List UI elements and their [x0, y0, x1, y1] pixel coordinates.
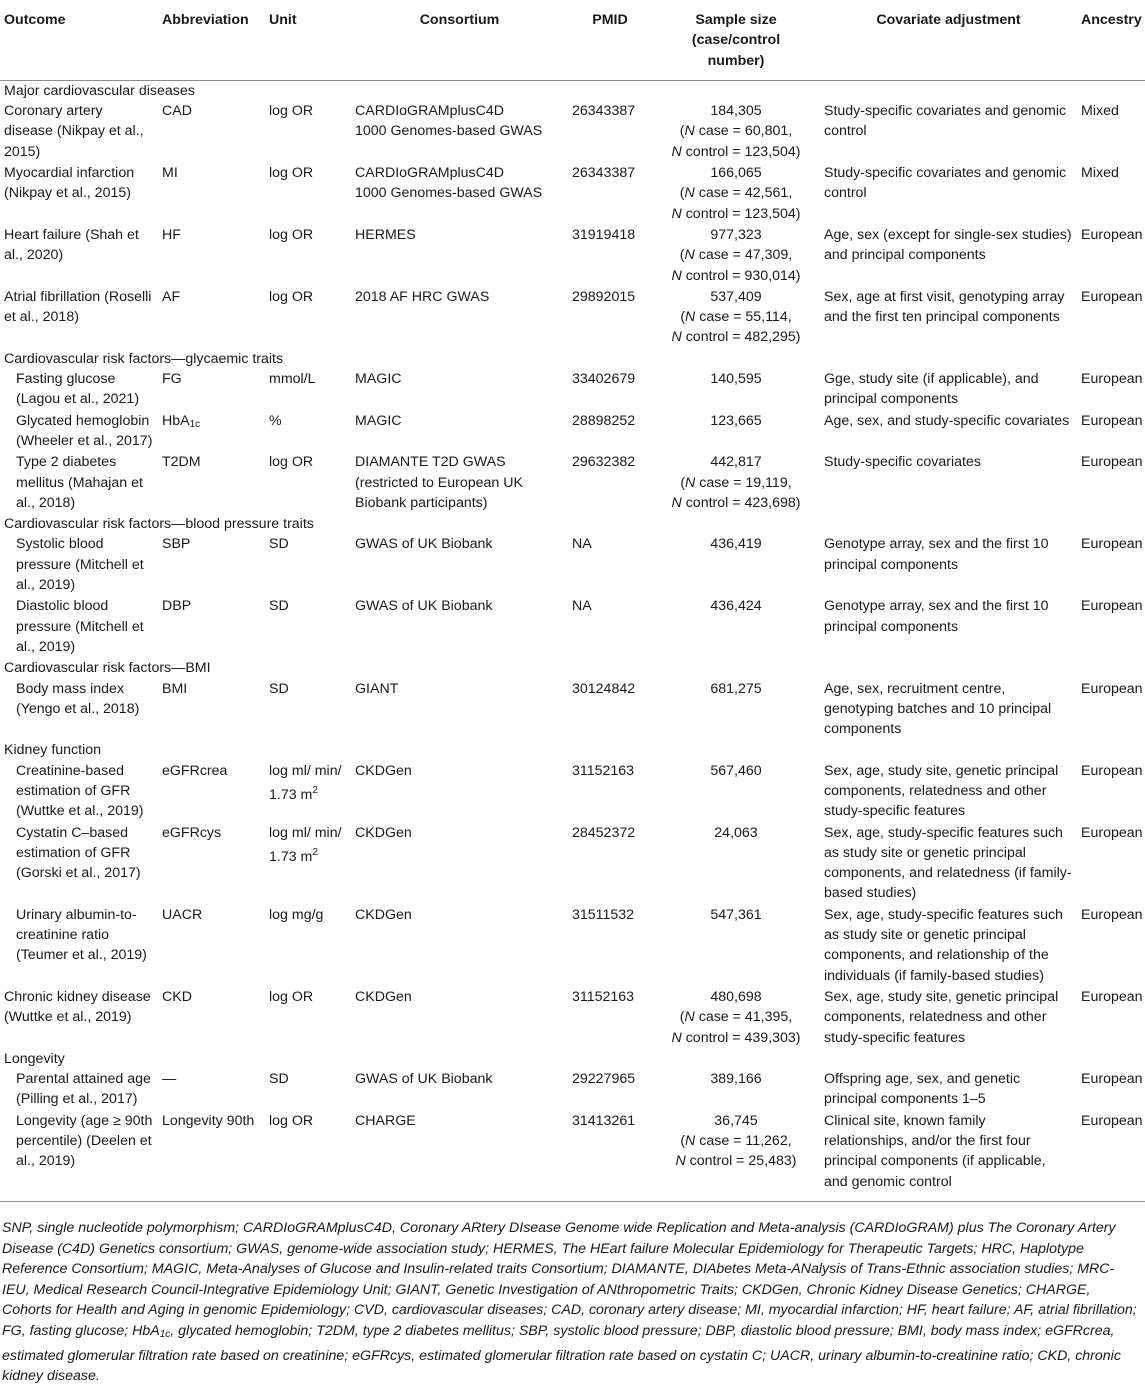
cell-covariate: Study-specific covariates and genomic control [824, 165, 1067, 202]
cell-covariate: Sex, age at first visit, genotyping array and the first ten principal components [824, 288, 1065, 326]
table-row [0, 761, 1145, 823]
cell-sample-size: 442,817 (N case = 19,119, N control = 423,698) [671, 454, 801, 511]
cell-consortium: 2018 AF HRC GWAS [355, 288, 490, 305]
cell-covariate: Genotype array, sex and the first 10 principal components [824, 536, 1049, 573]
cell-abbreviation: FG [162, 371, 182, 388]
cell-outcome: Urinary albumin-to-creatinine ratio (Teumer et al., 2019) [16, 906, 147, 964]
table-row [0, 287, 1145, 349]
cell-consortium: CHARGE [351, 1111, 568, 1202]
cell-sample-size: 436,424 [710, 598, 762, 615]
table-header [0, 2, 1145, 80]
cell-unit: % [269, 412, 282, 429]
section-row [0, 1049, 1145, 1069]
table-row [0, 534, 1145, 596]
cell-sample-size: 166,065 (N case = 42,561, N control = 123,504) [671, 165, 801, 222]
cell-abbreviation: HF [162, 226, 181, 243]
cell-abbreviation: CKD [162, 988, 192, 1005]
header-pmid: PMID [568, 2, 652, 80]
cell-covariate: Age, sex, and study-specific covariates [824, 412, 1070, 429]
cell-unit: log OR [269, 988, 314, 1005]
cell-consortium: CARDIoGRAMplusC4D 1000 Genomes-based GWAS [355, 165, 543, 202]
cell-ancestry: European [1081, 454, 1143, 471]
cell-ancestry: Mixed [1081, 165, 1119, 182]
cell-unit: SD [269, 536, 289, 553]
cell-pmid: 33402679 [572, 371, 636, 388]
cell-abbreviation: eGFRcrea [162, 762, 228, 779]
table-row [0, 823, 1145, 905]
table-row [0, 596, 1145, 658]
cell-outcome: Glycated hemoglobin (Wheeler et al., 2017) [16, 412, 153, 449]
cell-pmid: 31152163 [572, 988, 635, 1005]
cell-sample-size: 681,275 [710, 680, 762, 697]
cell-consortium: CARDIoGRAMplusC4D 1000 Genomes-based GWAS [355, 103, 543, 140]
table-row [0, 679, 1145, 741]
cell-outcome: Body mass index (Yengo et al., 2018) [16, 680, 140, 717]
header-abbreviation: Abbreviation [158, 2, 265, 80]
cell-ancestry: European [1081, 371, 1143, 388]
cell-pmid: 28898252 [572, 412, 636, 429]
cell-pmid: NA [572, 598, 592, 615]
table-row [0, 1069, 1145, 1111]
cell-sample-size: 140,595 [710, 371, 762, 388]
header-ancestry: Ancestry [1077, 2, 1145, 80]
cell-ancestry: European [1081, 680, 1143, 697]
section-row [0, 740, 1145, 760]
cell-abbreviation: DBP [162, 598, 192, 615]
cell-abbreviation: MI [162, 165, 178, 182]
cell-ancestry: European [1081, 288, 1143, 305]
cell-pmid: 29892015 [572, 288, 636, 305]
cell-ancestry: European [1081, 412, 1143, 429]
cell-pmid: 30124842 [572, 680, 636, 697]
cell-unit: log ml/ min/ 1.73 $m^2$ [269, 762, 342, 803]
cell-outcome: Cystatin C–based estimation of GFR (Gorski et al., 2017) [16, 824, 141, 882]
cell-outcome: Type 2 diabetes mellitus (Mahajan et al., 2018) [16, 454, 143, 511]
cell-ancestry: European [1081, 598, 1143, 615]
cell-ancestry: European [1081, 762, 1143, 779]
cell-covariate: Offspring age, sex, and genetic principal components 1–5 [824, 1071, 1021, 1108]
cell-sample-size: 537,409 (N case = 55,114, N control = 482,295) [671, 288, 801, 346]
cell-pmid: 28452372 [572, 824, 636, 841]
cell-covariate: Study-specific covariates [824, 454, 981, 471]
cell-covariate: Study-specific covariates and genomic control [824, 103, 1067, 140]
cell-ancestry: European [1077, 1111, 1145, 1202]
table-row [0, 987, 1145, 1049]
cell-consortium: MAGIC [355, 412, 402, 429]
cell-abbreviation: HbA$_{1c}$ [162, 412, 201, 430]
cell-covariate: Clinical site, known family relationships, and/or the first four principal components (if applicable, and genomic control [820, 1111, 1077, 1202]
gwas-summary-table [0, 2, 1145, 1202]
cell-outcome: Creatinine-based estimation of GFR (Wuttke et al., 2019) [16, 762, 144, 820]
cell-covariate: Sex, age, study-specific features such as study site or genetic principal components, and relatedness (if family-based studies) [824, 824, 1072, 902]
header-consortium: Consortium [351, 2, 568, 80]
cell-consortium: GWAS of UK Biobank [355, 536, 493, 553]
section-label: Kidney function [4, 742, 102, 759]
cell-ancestry: European [1081, 1071, 1143, 1088]
cell-ancestry: Mixed [1081, 103, 1119, 120]
section-row [0, 349, 1145, 369]
cell-consortium: DIAMANTE T2D GWAS (restricted to European UK Biobank participants) [355, 454, 523, 511]
cell-pmid: 31152163 [572, 762, 635, 779]
section-label: Cardiovascular risk factors—blood pressure traits [4, 516, 314, 533]
section-label: Longevity [4, 1050, 65, 1067]
cell-sample-size: 977,323 (N case = 47,309, N control = 930,014) [671, 226, 801, 284]
cell-pmid: NA [572, 536, 592, 553]
cell-outcome: Myocardial infarction (Nikpay et al., 2015) [4, 165, 135, 202]
cell-consortium: CKDGen [355, 988, 412, 1005]
cell-ancestry: European [1081, 824, 1143, 841]
cell-outcome: Heart failure (Shah et al., 2020) [4, 226, 139, 264]
cell-outcome: Diastolic blood pressure (Mitchell et al., 2019) [16, 598, 144, 655]
cell-sample-size: 36,745 (N case = 11,262, N control = 25,483) [652, 1111, 820, 1202]
cell-abbreviation: CAD [162, 103, 192, 120]
cell-unit: log OR [269, 226, 314, 243]
cell-ancestry: European [1081, 536, 1143, 553]
section-label: Cardiovascular risk factors—BMI [4, 660, 211, 677]
cell-pmid: 26343387 [572, 103, 636, 120]
cell-covariate: Age, sex (except for single-sex studies) and principal components [824, 226, 1072, 264]
header-sample-size: Sample size (case/control number) [652, 2, 820, 80]
cell-sample-size: 567,460 [710, 762, 762, 779]
cell-covariate: Genotype array, sex and the first 10 principal components [824, 598, 1049, 635]
cell-abbreviation: UACR [162, 906, 203, 923]
cell-unit: log OR [269, 165, 314, 182]
section-row [0, 514, 1145, 534]
cell-outcome: Coronary artery disease (Nikpay et al., 2015) [4, 103, 144, 160]
section-row [0, 658, 1145, 678]
cell-pmid: 26343387 [572, 165, 636, 182]
table-row [0, 905, 1145, 987]
table-footnote: SNP, single nucleotide polymorphism; CARDIoGRAMplusC4D, Coronary ARtery DIsease Genome wide Replication and Meta-analysis (CARDIoGRAM) plus The Coronary Artery Disease (C4D) Genetics consortium; GWAS, genome-wide association study; HERMES, The HEart failure Molecular Epidemiology for Therapeutic Targets; HRC, Haplotype Reference Consortium; MAGIC, Meta-Analyses of Glucose and Insulin-related traits Consortium; DIAMANTE, DIAbetes Meta-ANalysis of Trans-Ethnic association studies; MRC-IEU, Medical Research Council-Integrative Epidemiology Unit; GIANT, Genetic Investigation of ANthropometric Traits; CKDGen, Chronic Kidney Disease Genetics; CHARGE, Cohorts for Health and Aging in genomic Epidemiology; CVD, cardiovascular diseases; CAD, coronary artery disease; MI, myocardial infarction; HF, heart failure; AF, atrial fibrillation; FG, fasting glucose; HbA$_{1c}$, glycated hemoglobin; T2DM, type 2 diabetes mellitus; SBP, systolic blood pressure; DBP, diastolic blood pressure; BMI, body mass index; eGFRcrea, estimated glomerular filtration rate based on creatinine; eGFRcys, estimated glomerular filtration rate based on cystatin C; UACR, urinary albumin-to-creatinine ratio; CKD, chronic kidney disease. [2, 1220, 1137, 1385]
cell-consortium: CKDGen [355, 824, 412, 841]
section-label: Major cardiovascular diseases [4, 82, 195, 99]
cell-unit: log OR [269, 103, 314, 120]
cell-covariate: Age, sex, recruitment centre, genotyping batches and 10 principal components [824, 680, 1052, 738]
header-outcome: Outcome [0, 2, 158, 80]
cell-abbreviation: T2DM [162, 454, 201, 471]
cell-pmid: 31919418 [572, 226, 636, 243]
cell-outcome: Longevity (age ≥ 90th percentile) (Deelen et al., 2019) [0, 1111, 158, 1202]
table-row [0, 1111, 1145, 1202]
cell-abbreviation: Longevity 90th [158, 1111, 265, 1202]
cell-covariate: Gge, study site (if applicable), and principal components [824, 371, 1039, 408]
cell-unit: log mg/g [269, 906, 324, 923]
cell-unit: mmol/L [269, 371, 316, 388]
cell-abbreviation: AF [162, 288, 181, 305]
cell-outcome: Atrial fibrillation (Roselli et al., 2018) [4, 288, 152, 326]
cell-consortium: GWAS of UK Biobank [355, 598, 493, 615]
table-row [0, 369, 1145, 411]
section-label: Cardiovascular risk factors—glycaemic traits [4, 350, 284, 367]
cell-unit: log OR [265, 1111, 351, 1202]
cell-pmid: 31511532 [572, 906, 635, 923]
cell-outcome: Systolic blood pressure (Mitchell et al., 2019) [16, 536, 144, 594]
table-row [0, 411, 1145, 453]
cell-sample-size: 480,698 (N case = 41,395, N control = 439,303) [671, 988, 801, 1046]
section-row [0, 80, 1145, 101]
cell-sample-size: 436,419 [710, 536, 762, 553]
cell-pmid: 31413261 [568, 1111, 652, 1202]
cell-pmid: 29227965 [572, 1071, 636, 1088]
cell-sample-size: 389,166 [710, 1071, 762, 1088]
cell-sample-size: 24,063 [714, 824, 758, 841]
cell-unit: log ml/ min/ 1.73 $m^2$ [269, 824, 342, 865]
cell-consortium: CKDGen [355, 906, 412, 923]
cell-unit: log OR [269, 288, 314, 305]
cell-covariate: Sex, age, study-specific features such as study site or genetic principal components, and relationship of the individuals (if family-based studies) [824, 906, 1063, 984]
header-covariate: Covariate adjustment [820, 2, 1077, 80]
cell-consortium: MAGIC [355, 371, 402, 388]
cell-outcome: Parental attained age (Pilling et al., 2017) [16, 1071, 151, 1108]
cell-unit: SD [269, 598, 289, 615]
cell-covariate: Sex, age, study site, genetic principal components, relatedness and other study-specific features [824, 762, 1059, 820]
cell-abbreviation: — [162, 1071, 177, 1088]
table-row [0, 452, 1145, 514]
cell-covariate: Sex, age, study site, genetic principal components, relatedness and other study-specific features [824, 988, 1059, 1046]
cell-consortium: GIANT [355, 680, 399, 697]
cell-abbreviation: eGFRcys [162, 824, 222, 841]
cell-unit: SD [269, 1071, 289, 1088]
cell-pmid: 29632382 [572, 454, 636, 471]
table-row [0, 163, 1145, 225]
cell-abbreviation: SBP [162, 536, 191, 553]
cell-unit: log OR [269, 454, 314, 471]
cell-consortium: GWAS of UK Biobank [355, 1071, 493, 1088]
cell-outcome: Fasting glucose (Lagou et al., 2021) [16, 371, 140, 408]
cell-consortium: HERMES [355, 226, 416, 243]
cell-outcome: Chronic kidney disease (Wuttke et al., 2019) [4, 988, 151, 1026]
cell-sample-size: 547,361 [710, 906, 762, 923]
cell-sample-size: 123,665 [710, 412, 762, 429]
table-row [0, 225, 1145, 287]
cell-sample-size: 184,305 (N case = 60,801, N control = 123,504) [671, 103, 801, 160]
cell-ancestry: European [1081, 988, 1143, 1005]
cell-consortium: CKDGen [355, 762, 412, 779]
header-unit: Unit [265, 2, 351, 80]
cell-abbreviation: BMI [162, 680, 188, 697]
cell-ancestry: European [1081, 226, 1143, 243]
cell-ancestry: European [1081, 906, 1143, 923]
cell-unit: SD [269, 680, 289, 697]
table-row [0, 101, 1145, 163]
